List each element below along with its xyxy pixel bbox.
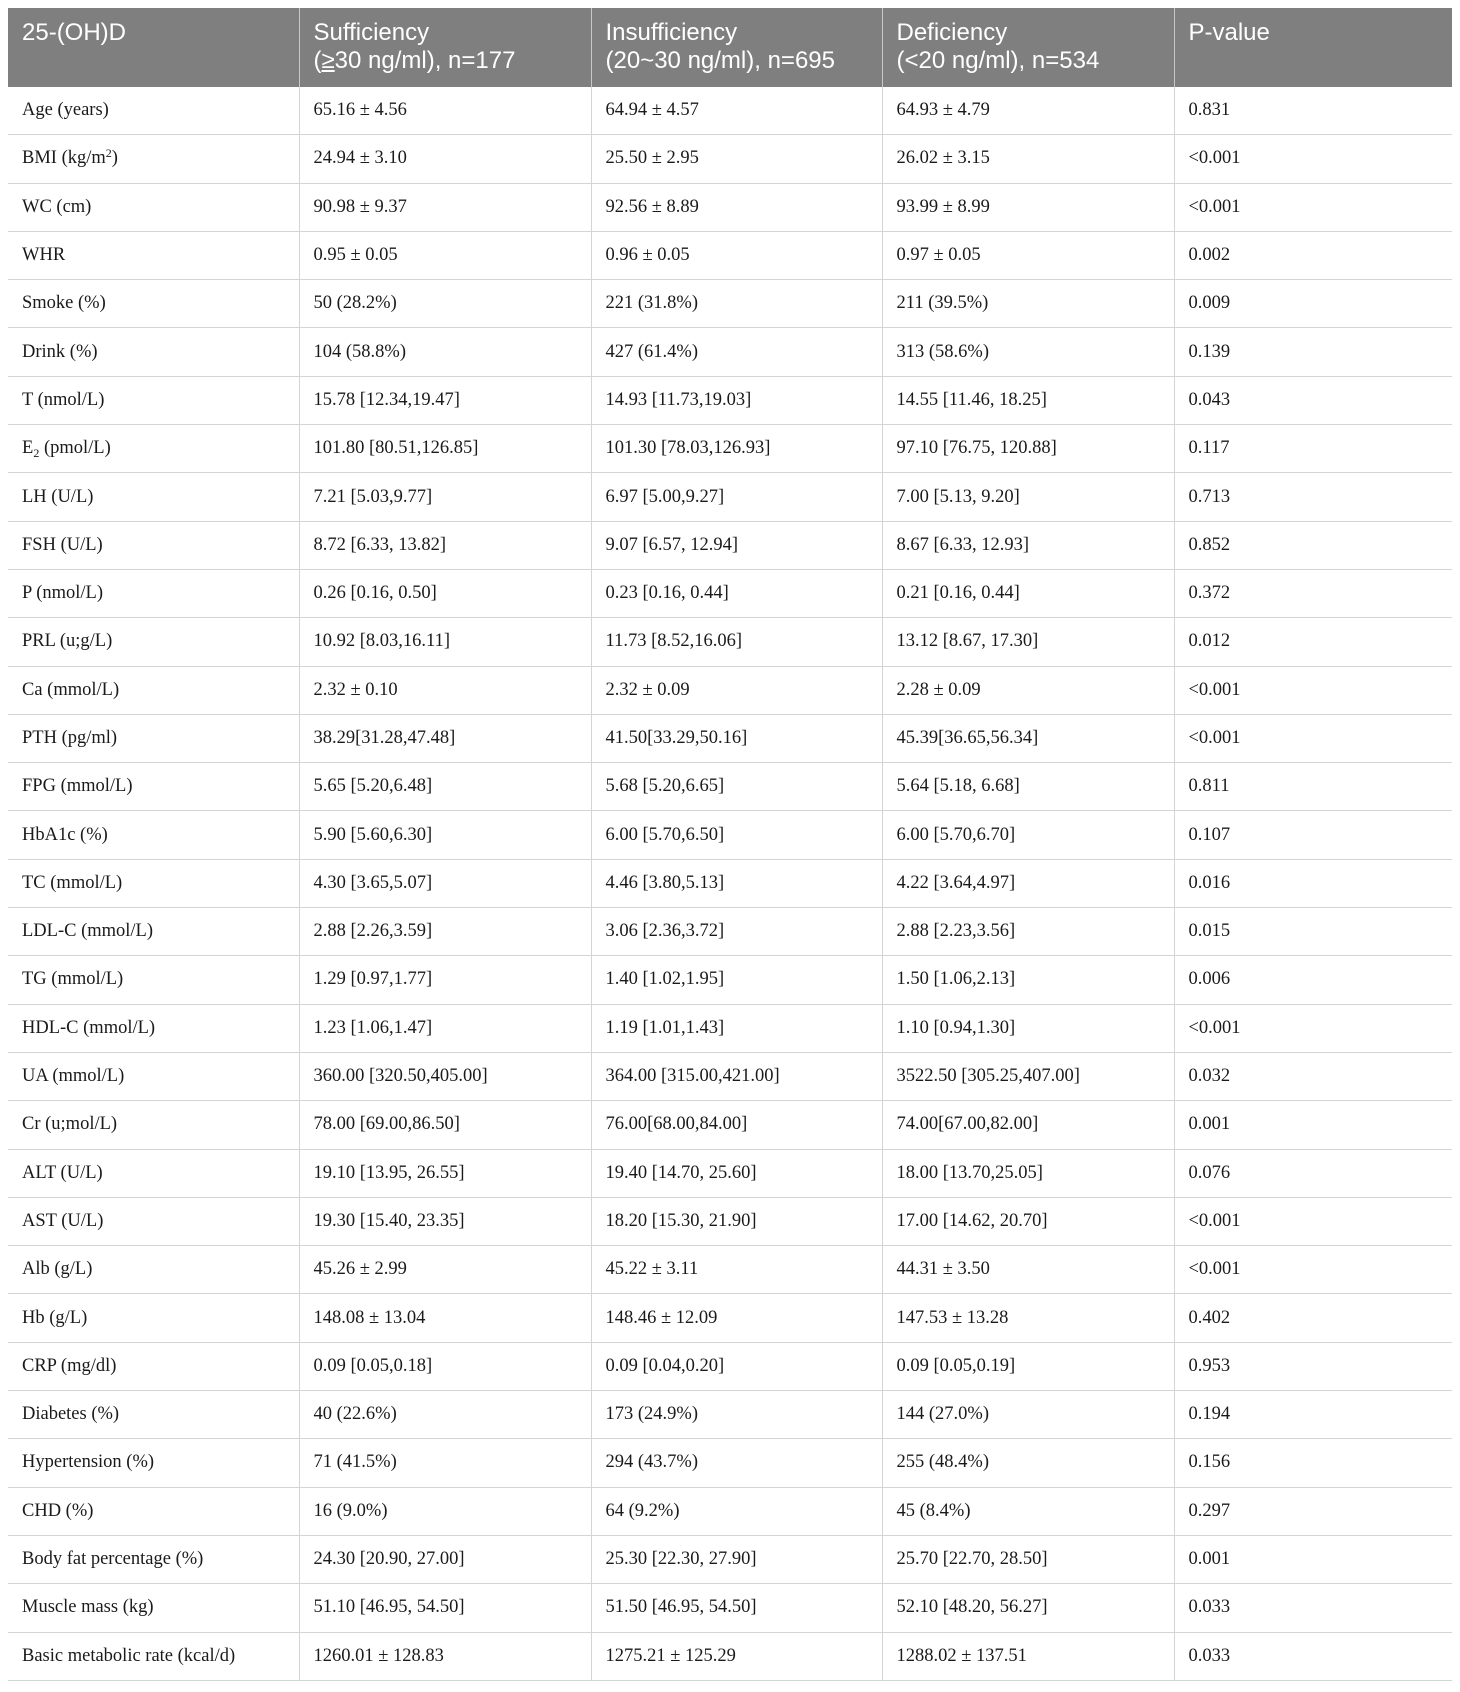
sufficiency-value: 2.32 ± 0.10 (299, 666, 591, 714)
header-deficiency-title: Deficiency (896, 19, 1008, 46)
row-label: T (nmol/L) (22, 389, 105, 410)
insufficiency-value: 6.00 [5.70,6.50] (591, 811, 882, 859)
deficiency-value: 8.67 [6.33, 12.93] (882, 521, 1174, 569)
row-label-cell (8, 280, 299, 328)
row-label: PRL (u;g/L) (22, 631, 113, 652)
sufficiency-value: 7.21 [5.03,9.77] (299, 473, 591, 521)
table-row (8, 1487, 1452, 1535)
sufficiency-value: 1.23 [1.06,1.47] (299, 1004, 591, 1052)
insufficiency-value: 14.93 [11.73,19.03] (591, 376, 882, 424)
table-row (8, 1004, 1452, 1052)
row-label-cell (8, 1052, 299, 1100)
sufficiency-value: 0.95 ± 0.05 (299, 231, 591, 279)
row-label: Hypertension (%) (22, 1452, 155, 1473)
row-label-cell (8, 328, 299, 376)
sufficiency-value: 0.09 [0.05,0.18] (299, 1342, 591, 1390)
p-value: 0.009 (1174, 280, 1452, 328)
header-row (8, 8, 1452, 87)
sufficiency-value: 4.30 [3.65,5.07] (299, 859, 591, 907)
insufficiency-value: 3.06 [2.36,3.72] (591, 908, 882, 956)
deficiency-value: 25.70 [22.70, 28.50] (882, 1535, 1174, 1583)
row-label-cell (8, 859, 299, 907)
deficiency-value: 93.99 ± 8.99 (882, 183, 1174, 231)
insufficiency-value: 294 (43.7%) (591, 1439, 882, 1487)
p-value: 0.006 (1174, 956, 1452, 1004)
row-label-cell (8, 618, 299, 666)
table-row (8, 87, 1452, 135)
row-label-cell (8, 1584, 299, 1632)
deficiency-value: 2.88 [2.23,3.56] (882, 908, 1174, 956)
row-label: ALT (U/L) (22, 1162, 103, 1183)
insufficiency-value: 18.20 [15.30, 21.90] (591, 1197, 882, 1245)
p-value: 0.953 (1174, 1342, 1452, 1390)
insufficiency-value: 5.68 [5.20,6.65] (591, 763, 882, 811)
header-25ohd (8, 8, 299, 87)
table-row (8, 1535, 1452, 1583)
deficiency-value: 1.10 [0.94,1.30] (882, 1004, 1174, 1052)
p-value: <0.001 (1174, 135, 1452, 183)
row-label: CHD (%) (22, 1500, 94, 1521)
deficiency-value: 64.93 ± 4.79 (882, 87, 1174, 135)
table-row (8, 811, 1452, 859)
deficiency-value: 26.02 ± 3.15 (882, 135, 1174, 183)
row-label-superscript: 2 (105, 146, 112, 161)
row-label-cell (8, 425, 299, 473)
table-row (8, 569, 1452, 617)
p-value: 0.033 (1174, 1584, 1452, 1632)
insufficiency-value: 0.96 ± 0.05 (591, 231, 882, 279)
row-label-cell (8, 1487, 299, 1535)
table-row (8, 618, 1452, 666)
row-label-cell (8, 473, 299, 521)
row-label: Muscle mass (kg) (22, 1597, 154, 1618)
insufficiency-value: 0.23 [0.16, 0.44] (591, 569, 882, 617)
insufficiency-value: 76.00[68.00,84.00] (591, 1101, 882, 1149)
table-row (8, 1584, 1452, 1632)
sufficiency-value: 51.10 [46.95, 54.50] (299, 1584, 591, 1632)
sufficiency-value: 5.65 [5.20,6.48] (299, 763, 591, 811)
p-value: 0.811 (1174, 763, 1452, 811)
insufficiency-value: 45.22 ± 3.11 (591, 1246, 882, 1294)
row-label: TG (mmol/L) (22, 969, 124, 990)
deficiency-value: 144 (27.0%) (882, 1391, 1174, 1439)
row-label-cell (8, 1149, 299, 1197)
row-label: FSH (U/L) (22, 534, 103, 555)
p-value: 0.076 (1174, 1149, 1452, 1197)
deficiency-value: 17.00 [14.62, 20.70] (882, 1197, 1174, 1245)
row-label: HbA1c (%) (22, 824, 108, 845)
p-value: 0.372 (1174, 569, 1452, 617)
p-value: 0.002 (1174, 231, 1452, 279)
row-label-cell (8, 1391, 299, 1439)
header-sufficiency-ge: ≥ (321, 47, 335, 74)
sufficiency-value: 19.30 [15.40, 23.35] (299, 1197, 591, 1245)
p-value: <0.001 (1174, 1197, 1452, 1245)
deficiency-value: 2.28 ± 0.09 (882, 666, 1174, 714)
table-row (8, 714, 1452, 762)
p-value: 0.107 (1174, 811, 1452, 859)
p-value: 0.043 (1174, 376, 1452, 424)
row-label: WHR (22, 245, 66, 266)
row-label: Cr (u;mol/L) (22, 1114, 118, 1135)
p-value: 0.139 (1174, 328, 1452, 376)
row-label-cell (8, 666, 299, 714)
sufficiency-value: 101.80 [80.51,126.85] (299, 425, 591, 473)
sufficiency-value: 16 (9.0%) (299, 1487, 591, 1535)
deficiency-value: 13.12 [8.67, 17.30] (882, 618, 1174, 666)
sufficiency-value: 38.29[31.28,47.48] (299, 714, 591, 762)
header-p-value-label: P-value (1188, 19, 1270, 46)
insufficiency-value: 19.40 [14.70, 25.60] (591, 1149, 882, 1197)
row-label-cell (8, 714, 299, 762)
table-row (8, 1197, 1452, 1245)
p-value: 0.016 (1174, 859, 1452, 907)
insufficiency-value: 64.94 ± 4.57 (591, 87, 882, 135)
p-value: 0.402 (1174, 1294, 1452, 1342)
sufficiency-value: 50 (28.2%) (299, 280, 591, 328)
row-label-suffix: ) (111, 148, 118, 169)
row-label: Diabetes (%) (22, 1404, 120, 1425)
table-row (8, 859, 1452, 907)
deficiency-value: 52.10 [48.20, 56.27] (882, 1584, 1174, 1632)
insufficiency-value: 9.07 [6.57, 12.94] (591, 521, 882, 569)
sufficiency-value: 71 (41.5%) (299, 1439, 591, 1487)
header-sufficiency-paren: ( (313, 47, 322, 74)
p-value: <0.001 (1174, 666, 1452, 714)
insufficiency-value: 221 (31.8%) (591, 280, 882, 328)
insufficiency-value: 64 (9.2%) (591, 1487, 882, 1535)
row-label-cell (8, 1197, 299, 1245)
table-body (8, 87, 1452, 1680)
p-value: 0.015 (1174, 908, 1452, 956)
p-value: 0.012 (1174, 618, 1452, 666)
deficiency-value: 7.00 [5.13, 9.20] (882, 473, 1174, 521)
row-label-cell (8, 1439, 299, 1487)
row-label: FPG (mmol/L) (22, 776, 133, 797)
deficiency-value: 45.39[36.65,56.34] (882, 714, 1174, 762)
header-sufficiency-title: Sufficiency (313, 19, 430, 46)
row-label: Hb (g/L) (22, 1307, 88, 1328)
p-value: <0.001 (1174, 714, 1452, 762)
deficiency-value: 147.53 ± 13.28 (882, 1294, 1174, 1342)
row-label: WC (cm) (22, 196, 92, 217)
deficiency-value: 211 (39.5%) (882, 280, 1174, 328)
table-row (8, 473, 1452, 521)
row-label-cell (8, 811, 299, 859)
table-row (8, 183, 1452, 231)
p-value: 0.032 (1174, 1052, 1452, 1100)
deficiency-value: 14.55 [11.46, 18.25] (882, 376, 1174, 424)
deficiency-value: 1288.02 ± 137.51 (882, 1632, 1174, 1680)
sufficiency-value: 19.10 [13.95, 26.55] (299, 1149, 591, 1197)
row-label-cell (8, 1246, 299, 1294)
insufficiency-value: 11.73 [8.52,16.06] (591, 618, 882, 666)
sufficiency-value: 15.78 [12.34,19.47] (299, 376, 591, 424)
deficiency-value: 45 (8.4%) (882, 1487, 1174, 1535)
row-label: Age (years) (22, 100, 109, 121)
deficiency-value: 255 (48.4%) (882, 1439, 1174, 1487)
table-row (8, 231, 1452, 279)
table-row (8, 376, 1452, 424)
table-row (8, 1632, 1452, 1680)
row-label-subscript: 2 (33, 446, 40, 461)
insufficiency-value: 101.30 [78.03,126.93] (591, 425, 882, 473)
row-label-cell (8, 87, 299, 135)
table-row (8, 908, 1452, 956)
sufficiency-value: 8.72 [6.33, 13.82] (299, 521, 591, 569)
row-label: BMI (kg/m (22, 148, 106, 169)
sufficiency-value: 5.90 [5.60,6.30] (299, 811, 591, 859)
row-label: Basic metabolic rate (kcal/d) (22, 1645, 236, 1666)
header-p-value (1174, 8, 1452, 87)
table-row (8, 280, 1452, 328)
p-value: <0.001 (1174, 1246, 1452, 1294)
deficiency-value: 5.64 [5.18, 6.68] (882, 763, 1174, 811)
sufficiency-value: 90.98 ± 9.37 (299, 183, 591, 231)
insufficiency-value: 2.32 ± 0.09 (591, 666, 882, 714)
sufficiency-value: 65.16 ± 4.56 (299, 87, 591, 135)
insufficiency-value: 25.50 ± 2.95 (591, 135, 882, 183)
deficiency-value: 97.10 [76.75, 120.88] (882, 425, 1174, 473)
row-label: LH (U/L) (22, 486, 94, 507)
table-row (8, 956, 1452, 1004)
table-row (8, 1439, 1452, 1487)
table-row (8, 1052, 1452, 1100)
deficiency-value: 313 (58.6%) (882, 328, 1174, 376)
row-label-suffix: (pmol/L) (39, 438, 111, 459)
p-value: 0.117 (1174, 425, 1452, 473)
deficiency-value: 1.50 [1.06,2.13] (882, 956, 1174, 1004)
row-label-cell (8, 183, 299, 231)
p-value: 0.713 (1174, 473, 1452, 521)
deficiency-value: 0.09 [0.05,0.19] (882, 1342, 1174, 1390)
insufficiency-value: 173 (24.9%) (591, 1391, 882, 1439)
insufficiency-value: 51.50 [46.95, 54.50] (591, 1584, 882, 1632)
row-label-cell (8, 376, 299, 424)
row-label-cell (8, 521, 299, 569)
sufficiency-value: 360.00 [320.50,405.00] (299, 1052, 591, 1100)
p-value: 0.852 (1174, 521, 1452, 569)
sufficiency-value: 78.00 [69.00,86.50] (299, 1101, 591, 1149)
insufficiency-value: 25.30 [22.30, 27.90] (591, 1535, 882, 1583)
row-label: TC (mmol/L) (22, 872, 123, 893)
row-label: Alb (g/L) (22, 1259, 93, 1280)
row-label: Smoke (%) (22, 293, 106, 314)
row-label: AST (U/L) (22, 1210, 104, 1231)
insufficiency-value: 1.40 [1.02,1.95] (591, 956, 882, 1004)
table-row (8, 666, 1452, 714)
p-value: 0.297 (1174, 1487, 1452, 1535)
table-row (8, 521, 1452, 569)
insufficiency-value: 364.00 [315.00,421.00] (591, 1052, 882, 1100)
table-row (8, 135, 1452, 183)
row-label: Body fat percentage (%) (22, 1549, 204, 1570)
header-sufficiency-range: 30 ng/ml), n=177 (334, 47, 516, 74)
sufficiency-value: 24.94 ± 3.10 (299, 135, 591, 183)
table-row (8, 1391, 1452, 1439)
row-label-cell (8, 908, 299, 956)
row-label-cell (8, 569, 299, 617)
sufficiency-value: 40 (22.6%) (299, 1391, 591, 1439)
deficiency-value: 74.00[67.00,82.00] (882, 1101, 1174, 1149)
table-row (8, 763, 1452, 811)
insufficiency-value: 1275.21 ± 125.29 (591, 1632, 882, 1680)
sufficiency-value: 148.08 ± 13.04 (299, 1294, 591, 1342)
p-value: 0.831 (1174, 87, 1452, 135)
deficiency-value: 0.97 ± 0.05 (882, 231, 1174, 279)
row-label-cell (8, 763, 299, 811)
p-value: 0.156 (1174, 1439, 1452, 1487)
table-row (8, 425, 1452, 473)
insufficiency-value: 92.56 ± 8.89 (591, 183, 882, 231)
header-insufficiency-title: Insufficiency (605, 19, 738, 46)
table-row (8, 1342, 1452, 1390)
insufficiency-value: 427 (61.4%) (591, 328, 882, 376)
p-value: <0.001 (1174, 183, 1452, 231)
row-label-cell (8, 1342, 299, 1390)
row-label: UA (mmol/L) (22, 1066, 125, 1087)
row-label: PTH (pg/ml) (22, 728, 118, 748)
insufficiency-value: 41.50[33.29,50.16] (591, 714, 882, 762)
row-label-cell (8, 1632, 299, 1680)
sufficiency-value: 104 (58.8%) (299, 328, 591, 376)
sufficiency-value: 45.26 ± 2.99 (299, 1246, 591, 1294)
header-insufficiency (591, 8, 882, 87)
table-row (8, 1294, 1452, 1342)
sufficiency-value: 24.30 [20.90, 27.00] (299, 1535, 591, 1583)
deficiency-value: 0.21 [0.16, 0.44] (882, 569, 1174, 617)
deficiency-value: 18.00 [13.70,25.05] (882, 1149, 1174, 1197)
insufficiency-value: 6.97 [5.00,9.27] (591, 473, 882, 521)
table-header (8, 8, 1452, 87)
row-label-cell (8, 956, 299, 1004)
table-row (8, 328, 1452, 376)
sufficiency-value: 1.29 [0.97,1.77] (299, 956, 591, 1004)
header-deficiency (882, 8, 1174, 87)
deficiency-value: 4.22 [3.64,4.97] (882, 859, 1174, 907)
data-table-container (8, 8, 1452, 1681)
deficiency-value: 3522.50 [305.25,407.00] (882, 1052, 1174, 1100)
insufficiency-value: 1.19 [1.01,1.43] (591, 1004, 882, 1052)
p-value: <0.001 (1174, 1004, 1452, 1052)
header-deficiency-range: (<20 ng/ml), n=534 (896, 47, 1100, 74)
p-value: 0.033 (1174, 1632, 1452, 1680)
row-label-cell (8, 1101, 299, 1149)
sufficiency-value: 0.26 [0.16, 0.50] (299, 569, 591, 617)
row-label: Drink (%) (22, 341, 98, 362)
p-value: 0.001 (1174, 1535, 1452, 1583)
table-row (8, 1101, 1452, 1149)
row-label-cell (8, 1294, 299, 1342)
row-label: HDL-C (mmol/L) (22, 1017, 156, 1038)
row-label: P (nmol/L) (22, 583, 104, 604)
insufficiency-value: 0.09 [0.04,0.20] (591, 1342, 882, 1390)
header-sufficiency (299, 8, 591, 87)
row-label-cell (8, 231, 299, 279)
row-label: LDL-C (mmol/L) (22, 921, 154, 942)
table-row (8, 1149, 1452, 1197)
row-label-cell (8, 1004, 299, 1052)
header-insufficiency-range: (20~30 ng/ml), n=695 (605, 47, 835, 74)
insufficiency-value: 4.46 [3.80,5.13] (591, 859, 882, 907)
header-25ohd-label: 25-(OH)D (22, 19, 127, 46)
row-label-cell (8, 135, 299, 183)
vitamin-d-table (8, 8, 1452, 1681)
deficiency-value: 44.31 ± 3.50 (882, 1246, 1174, 1294)
row-label: CRP (mg/dl) (22, 1355, 117, 1376)
table-row (8, 1246, 1452, 1294)
p-value: 0.194 (1174, 1391, 1452, 1439)
p-value: 0.001 (1174, 1101, 1452, 1149)
sufficiency-value: 2.88 [2.26,3.59] (299, 908, 591, 956)
sufficiency-value: 1260.01 ± 128.83 (299, 1632, 591, 1680)
row-label-cell (8, 1535, 299, 1583)
sufficiency-value: 10.92 [8.03,16.11] (299, 618, 591, 666)
insufficiency-value: 148.46 ± 12.09 (591, 1294, 882, 1342)
deficiency-value: 6.00 [5.70,6.70] (882, 811, 1174, 859)
row-label: E (22, 438, 34, 459)
row-label: Ca (mmol/L) (22, 679, 120, 700)
